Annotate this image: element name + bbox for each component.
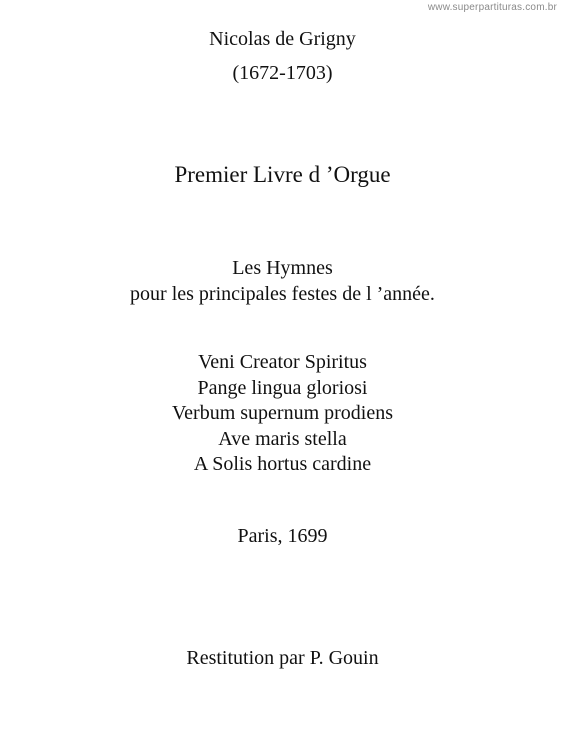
restitution-credit: Restitution par P. Gouin: [186, 647, 379, 669]
composer-name: Nicolas de Grigny: [209, 28, 356, 50]
subtitle-line-2: pour les principales festes de l ’année.: [130, 283, 435, 305]
hymn-item: A Solis hortus cardine: [193, 453, 372, 475]
publication-place-date: Paris, 1699: [237, 525, 328, 547]
work-title: Premier Livre d ’Orgue: [174, 162, 391, 187]
hymn-item: Pange lingua gloriosi: [197, 376, 368, 399]
hymn-item: Ave maris stella: [218, 427, 347, 450]
subtitle-line-1: Les Hymnes: [232, 257, 333, 279]
hymn-list: [0, 350, 565, 478]
composer-dates: (1672-1703): [232, 62, 333, 84]
hymn-item: Veni Creator Spiritus: [198, 351, 367, 373]
hymn-item: Verbum supernum prodiens: [171, 402, 394, 424]
site-watermark: www.superpartituras.com.br: [427, 2, 557, 13]
